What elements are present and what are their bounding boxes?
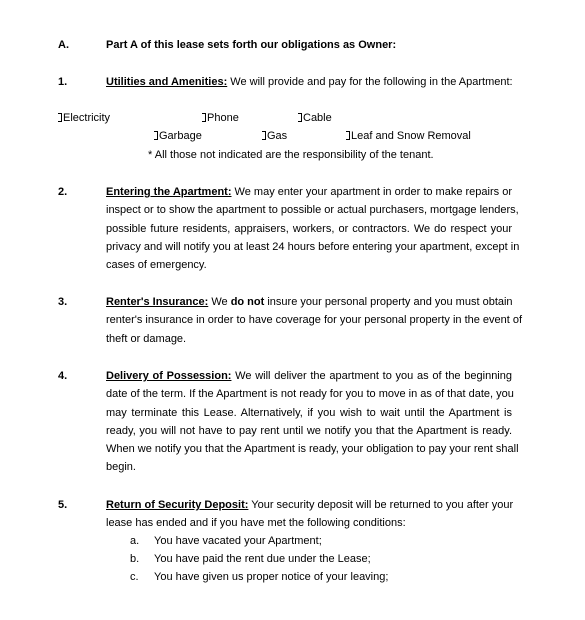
section-4-paragraph	[106, 367, 519, 477]
section-2-line-5: cases of emergency.	[106, 259, 207, 272]
section-3-paragraph	[106, 293, 523, 348]
checkbox-phone[interactable]	[202, 109, 239, 127]
checkbox-label-gas: Gas	[267, 130, 288, 142]
list-item: You have given us proper notice of your leaving;	[154, 571, 389, 583]
section-4-heading: Delivery of Possession:	[106, 370, 232, 382]
section-1-line	[106, 73, 513, 91]
section-3-line-1: Renter's Insurance: We do not insure your personal property and you must obtain	[106, 296, 513, 308]
section-4-line-2: date of the term. If the Apartment is not ready for you to move in as of that date, you	[106, 388, 514, 401]
checkbox-label-phone: Phone	[207, 112, 239, 124]
section-4-line-3: may terminate this Lease. Alternatively, if you wish to wait until the Apartment is	[106, 406, 512, 419]
section-3-number: 3.	[58, 296, 68, 308]
section-4-line-1: Delivery of Possession: We will deliver the apartment to you as of the beginning	[106, 370, 512, 382]
section-2-line-2: inspect or to show the apartment to possible or actual purchasers, mortgage lenders,	[106, 204, 519, 217]
section-2-paragraph	[106, 183, 520, 274]
checkbox-garbage[interactable]	[154, 127, 202, 145]
list-item: You have vacated your Apartment;	[154, 535, 322, 547]
list-item-letter: c.	[130, 571, 139, 583]
checkbox-box-icon	[58, 113, 62, 122]
list-item: You have paid the rent due under the Lease;	[154, 553, 371, 565]
checkbox-label-electricity: Electricity	[63, 112, 111, 124]
section-1-number: 1.	[58, 76, 68, 88]
checkbox-gas[interactable]	[262, 127, 287, 145]
list-item-letter: b.	[130, 553, 140, 565]
section-5-paragraph	[106, 496, 512, 533]
section-3-line-3: theft or damage.	[106, 332, 187, 345]
checkbox-box-icon	[154, 131, 158, 140]
section-1-text: We will provide and pay for the following in the Apartment:	[227, 76, 513, 88]
checkbox-label-garbage: Garbage	[159, 130, 202, 142]
section-2-number: 2.	[58, 186, 68, 198]
section-4-line-4: ready, you will not have to pay rent until we notify you that the Apartment is ready.	[106, 424, 512, 437]
section-1-heading: Utilities and Amenities:	[106, 76, 228, 88]
checkbox-cable[interactable]	[298, 109, 332, 127]
section-5-number: 5.	[58, 499, 68, 511]
section-2-line-4: privacy and will notify you at least 24 hours before entering your apartment, except in	[106, 240, 520, 253]
section-5-line-1: Return of Security Deposit: Your security deposit will be returned to you after your	[106, 499, 514, 511]
section-3-emphasis: do not	[230, 296, 265, 308]
checkbox-box-icon	[262, 131, 266, 140]
section-2-line-1: Entering the Apartment: We may enter your apartment in order to make repairs or	[106, 186, 512, 198]
section-3-heading: Renter's Insurance:	[106, 296, 209, 308]
section-4-line-5: When we notify you that the Apartment is ready, your obligation to pay your rent shall	[106, 443, 519, 456]
checkbox-box-icon	[202, 113, 206, 122]
section-4-number: 4.	[58, 370, 68, 382]
section-5-line-2: lease has ended and if you have met the following conditions:	[106, 517, 406, 530]
checkbox-leaf-snow[interactable]	[346, 127, 471, 145]
section-2-line-3: possible future residents, appraisers, workers, or contractors. We do respect your	[106, 222, 512, 235]
part-title: Part A of this lease sets forth our obligations as Owner:	[106, 39, 397, 51]
section-5-heading: Return of Security Deposit:	[106, 499, 249, 511]
checkbox-box-icon	[298, 113, 302, 122]
part-marker: A.	[58, 39, 69, 51]
section-3-line-2: renter's insurance in order to have coverage for your personal property in the event of	[106, 314, 523, 327]
checkbox-label-leaf-snow: Leaf and Snow Removal	[351, 130, 471, 142]
section-4-line-6: begin.	[106, 461, 136, 474]
checkbox-box-icon	[346, 131, 350, 140]
checkbox-label-cable: Cable	[303, 112, 332, 124]
list-item-letter: a.	[130, 535, 140, 547]
checkbox-electricity[interactable]	[58, 109, 110, 127]
section-2-heading: Entering the Apartment:	[106, 186, 232, 198]
section-1-note: * All those not indicated are the responsibility of the tenant.	[148, 149, 434, 161]
